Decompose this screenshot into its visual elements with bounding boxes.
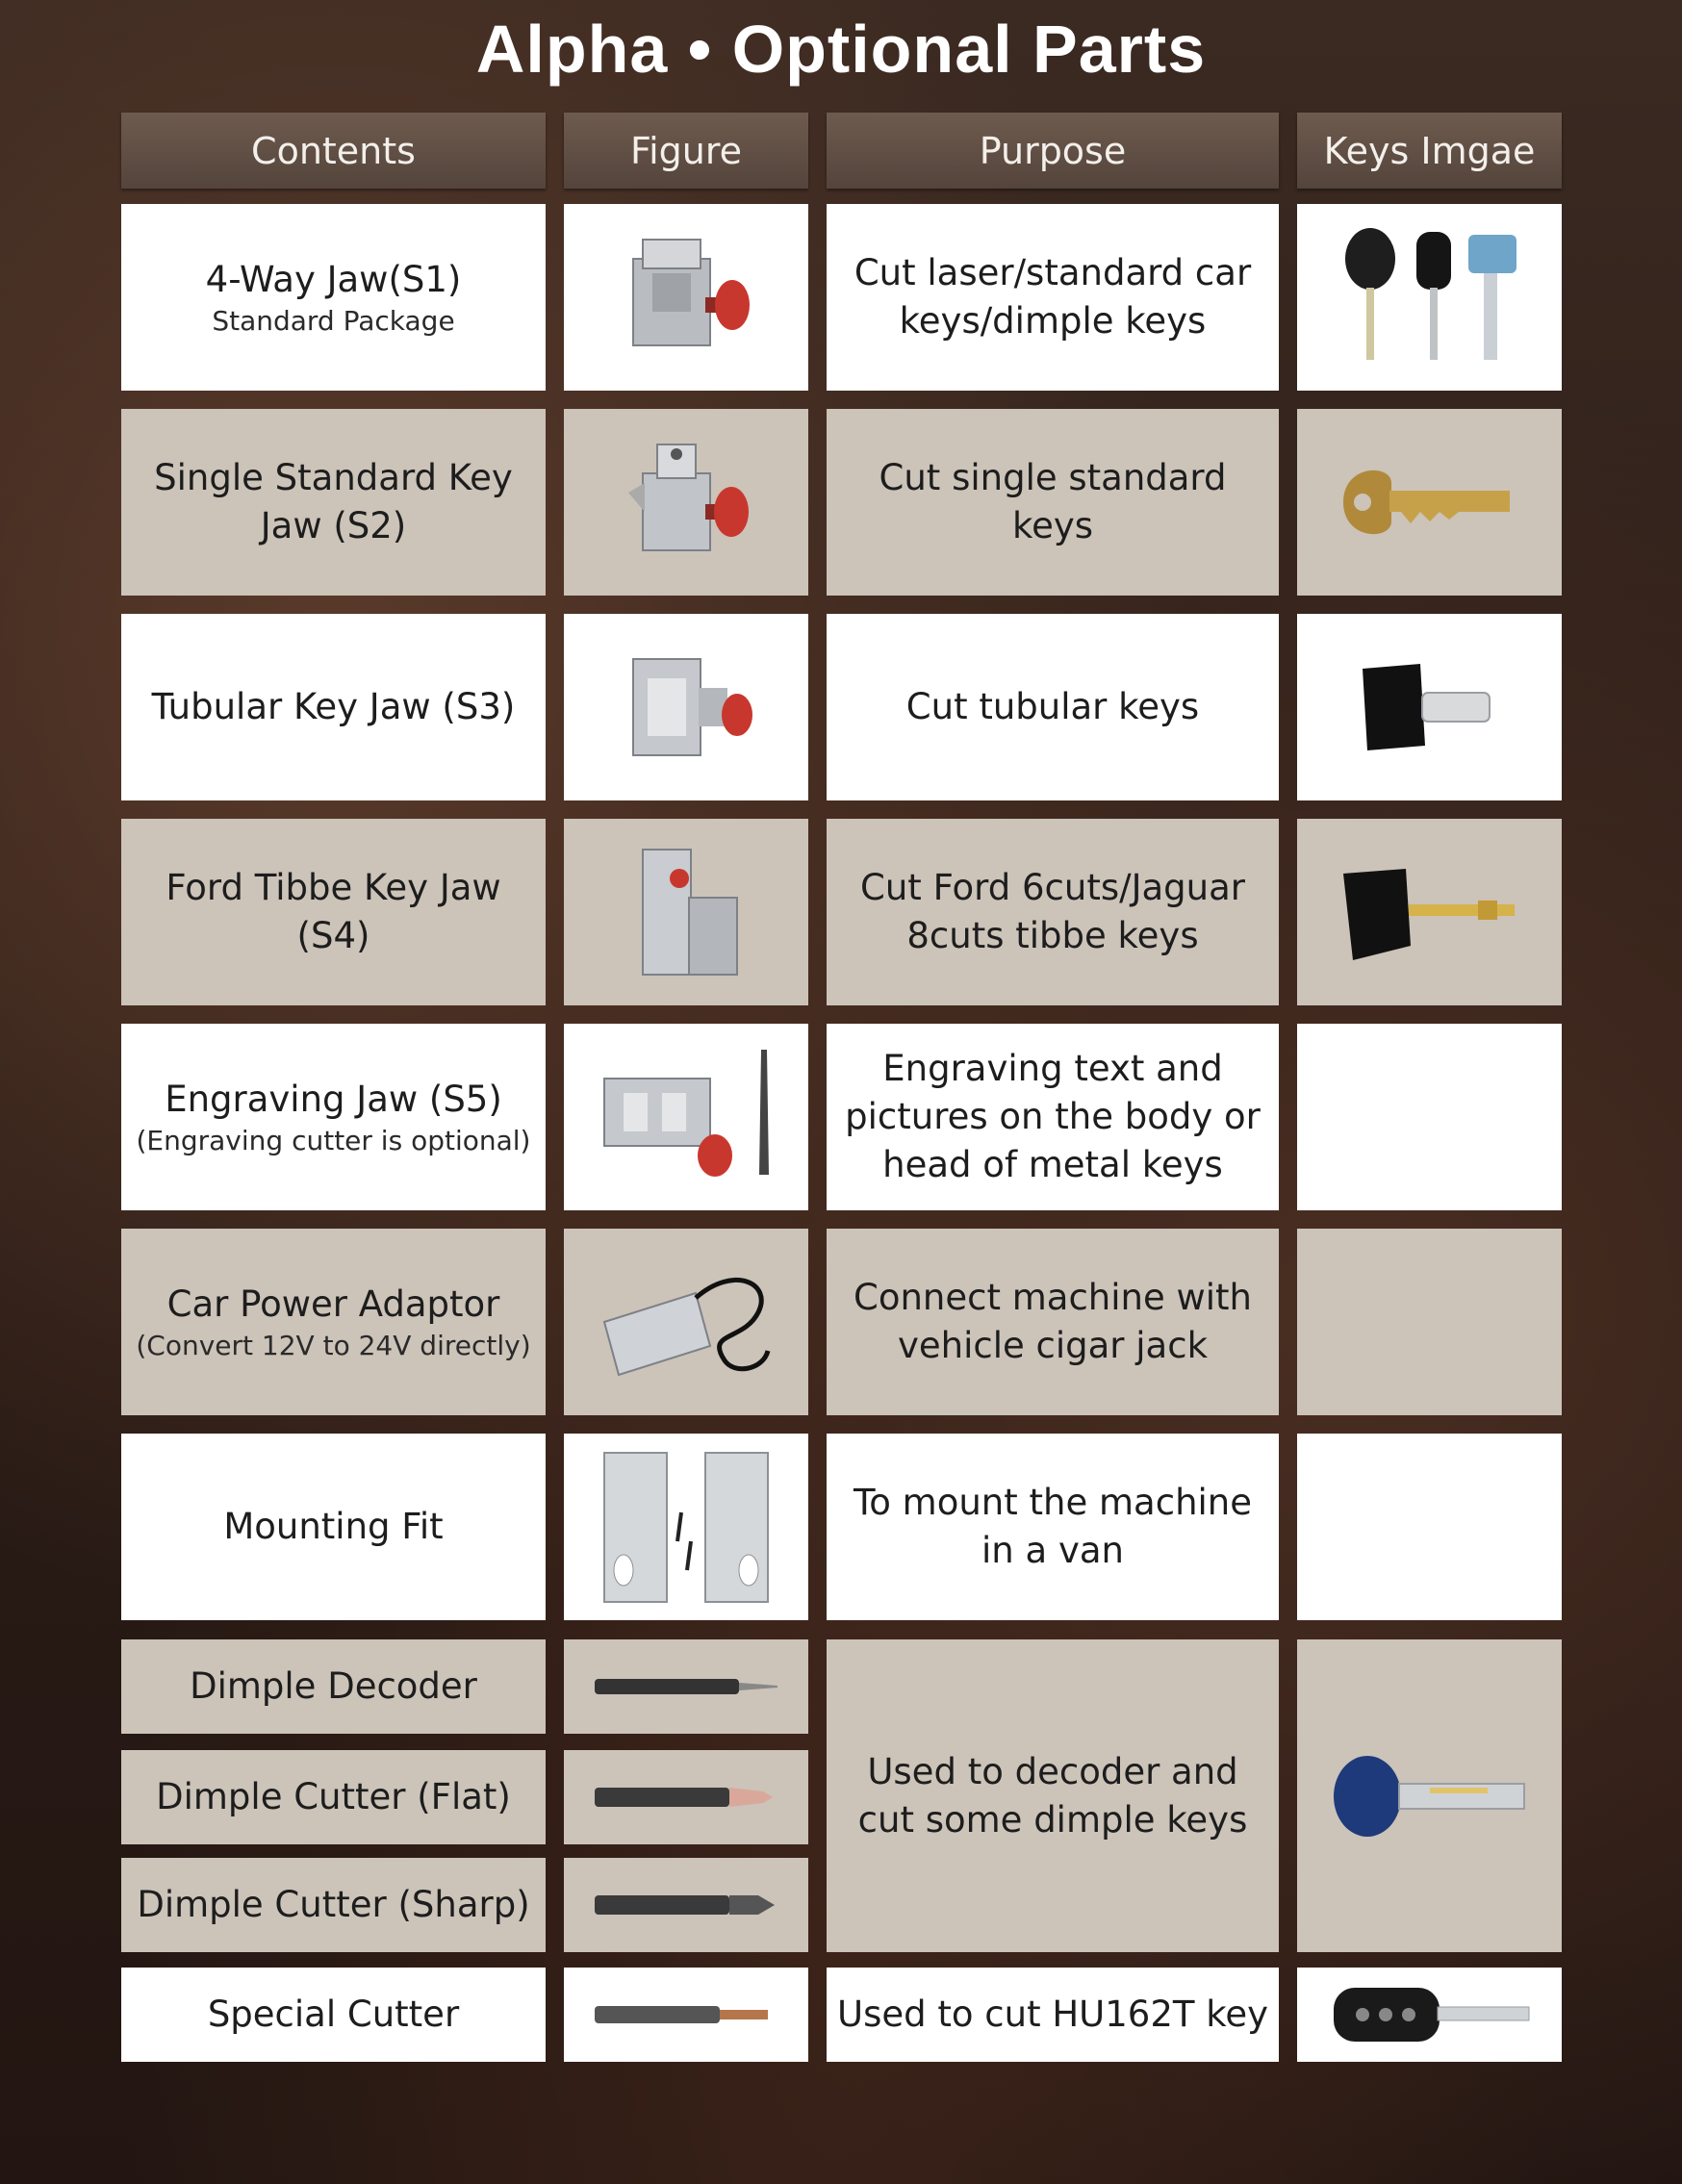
- car-keys-icon: [1297, 204, 1562, 391]
- table-row-contents: [121, 1639, 546, 1734]
- four-way-jaw-icon: [564, 204, 808, 391]
- part-note: Standard Package: [212, 305, 455, 337]
- part-purpose: Used to decoder and cut some dimple keys: [857, 1750, 1248, 1841]
- part-name: Engraving Jaw (S5): [165, 1079, 502, 1120]
- header-figure: Figure: [564, 113, 808, 189]
- power-adaptor-icon: [564, 1229, 808, 1415]
- keys-image-empty: [1297, 1024, 1562, 1210]
- table-row-purpose: [827, 204, 1279, 391]
- flat-cutter-icon: [564, 1750, 808, 1844]
- part-purpose: Used to cut HU162T key: [837, 1994, 1268, 2035]
- part-purpose: Cut single standard keys: [879, 457, 1227, 546]
- part-name: Car Power Adaptor: [166, 1283, 500, 1325]
- part-name: 4-Way Jaw(S1): [205, 259, 462, 300]
- table-row-contents: [121, 204, 546, 391]
- mounting-plates-icon: [564, 1434, 808, 1620]
- tubular-key-icon: [1297, 614, 1562, 800]
- table-row-contents: [121, 1858, 546, 1952]
- table-row-purpose: [827, 1968, 1279, 2062]
- table-row-contents: [121, 1434, 546, 1620]
- engraving-jaw-icon: [564, 1024, 808, 1210]
- table-row-purpose: [827, 1024, 1279, 1210]
- flip-key-icon: [1297, 1968, 1562, 2062]
- table-row-purpose: [827, 819, 1279, 1005]
- special-cutter-icon: [564, 1968, 808, 2062]
- part-name: Tubular Key Jaw (S3): [151, 686, 516, 727]
- table-row-contents: [121, 409, 546, 596]
- decoder-probe-icon: [564, 1639, 808, 1734]
- part-purpose: Engraving text and pictures on the body or head of metal keys: [845, 1048, 1261, 1185]
- table-row-purpose: [827, 409, 1279, 596]
- sharp-cutter-icon: [564, 1858, 808, 1952]
- header-contents: Contents: [121, 113, 546, 189]
- table-row-contents: [121, 819, 546, 1005]
- part-name: Special Cutter: [207, 1994, 460, 2035]
- table-row-contents: [121, 614, 546, 800]
- header-keys-image: Keys Imgae: [1297, 113, 1562, 189]
- dimple-group-purpose: [827, 1639, 1279, 1952]
- part-purpose: Connect machine with vehicle cigar jack: [853, 1277, 1252, 1366]
- part-name: Ford Tibbe Key Jaw (S4): [166, 867, 501, 956]
- table-row-contents: [121, 1229, 546, 1415]
- keys-image-empty: [1297, 1229, 1562, 1415]
- part-purpose: Cut tubular keys: [905, 686, 1200, 727]
- part-purpose: To mount the machine in a van: [853, 1482, 1253, 1571]
- brass-key-icon: [1297, 409, 1562, 596]
- part-purpose: Cut laser/standard car keys/dimple keys: [854, 252, 1252, 342]
- table-row-contents: [121, 1968, 546, 2062]
- keys-image-empty: [1297, 1434, 1562, 1620]
- part-note: (Engraving cutter is optional): [136, 1125, 531, 1156]
- part-name: Mounting Fit: [223, 1506, 444, 1547]
- part-name: Dimple Cutter (Sharp): [137, 1884, 530, 1925]
- single-key-jaw-icon: [564, 409, 808, 596]
- part-purpose: Cut Ford 6cuts/Jaguar 8cuts tibbe keys: [860, 867, 1245, 956]
- table-row-purpose: [827, 1434, 1279, 1620]
- ford-key-icon: [1297, 819, 1562, 1005]
- part-name: Dimple Decoder: [190, 1665, 477, 1707]
- table-row-purpose: [827, 614, 1279, 800]
- tubular-jaw-icon: [564, 614, 808, 800]
- table-row-contents: [121, 1024, 546, 1210]
- table-row-purpose: [827, 1229, 1279, 1415]
- table-row-contents: [121, 1750, 546, 1844]
- page-title: Alpha • Optional Parts: [475, 12, 1207, 87]
- dimple-key-icon: [1297, 1639, 1562, 1952]
- header-purpose: Purpose: [827, 113, 1279, 189]
- part-name: Dimple Cutter (Flat): [156, 1776, 511, 1817]
- part-note: (Convert 12V to 24V directly): [136, 1330, 531, 1361]
- part-name: Single Standard Key Jaw (S2): [154, 457, 513, 546]
- tibbe-jaw-icon: [564, 819, 808, 1005]
